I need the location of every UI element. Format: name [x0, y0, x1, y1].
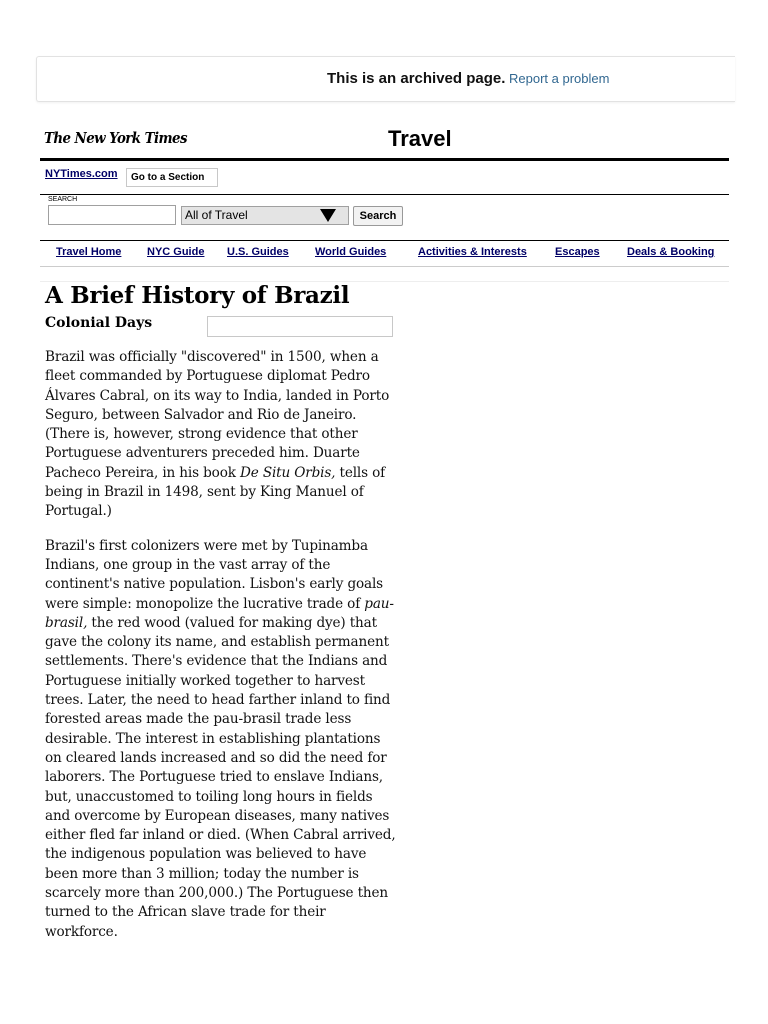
search-label: SEARCH — [48, 196, 78, 203]
ad-placeholder — [207, 316, 393, 337]
paragraph-text: the red wood (valued for making dye) that gave the colony its name, and establish permanent settlements. There's evidence that the Indians and Portuguese initially worked together to harvest trees. Later, the need to head farther inland to find forested areas made the pau-brasil trade less desirable. The interest in establishing plantations on cleared lands increased and so did the need for laborers. The Portuguese tried to enslave Indians, but, unaccustomed to toiling long hours in fields and overcome by European diseases, many natives either fled far inland or died. (When Cabral arrived, the indigenous population was believed to have been more than 3 million; today the number is scarcely more than 200,000.) The Portuguese then turned to the African slave trade for their workforce. — [45, 614, 396, 940]
divider — [40, 194, 729, 195]
search-scope-select[interactable] — [181, 206, 349, 225]
nav-world-guides[interactable]: World Guides — [315, 246, 387, 258]
report-problem-link[interactable]: Report a problem — [509, 71, 610, 86]
nyt-logo[interactable]: The New York Times — [44, 130, 187, 147]
masthead-divider — [40, 158, 729, 161]
article-subhead: Colonial Days — [45, 315, 153, 331]
nytimes-home-link[interactable]: NYTimes.com — [45, 168, 118, 180]
archive-notice: This is an archived page. — [327, 70, 506, 87]
nav-us-guides[interactable]: U.S. Guides — [227, 246, 289, 258]
article-paragraph — [45, 537, 397, 942]
article-headline: A Brief History of Brazil — [45, 282, 350, 309]
nav-travel-home[interactable]: Travel Home — [56, 246, 122, 258]
article-paragraph — [45, 348, 397, 522]
nav-nyc-guide[interactable]: NYC Guide — [147, 246, 205, 258]
search-scope-value: All of Travel — [185, 208, 248, 222]
nav-deals-booking[interactable]: Deals & Booking — [627, 246, 715, 258]
archive-banner — [36, 56, 735, 102]
paragraph-text: tells of being in Brazil in 1498, sent by King Manuel of Portugal.) — [45, 464, 386, 520]
nav-escapes[interactable]: Escapes — [555, 246, 600, 258]
go-to-section-select[interactable]: Go to a Section — [126, 168, 218, 187]
paragraph-text: Brazil's first colonizers were met by Tupinamba Indians, one group in the vast array of the continent's native population. Lisbon's early goals were simple: monopolize the lucrative trade of — [45, 537, 384, 612]
section-title: Travel — [388, 126, 452, 151]
divider — [40, 240, 729, 241]
divider — [40, 266, 729, 267]
search-button[interactable]: Search — [353, 206, 403, 226]
dropdown-arrow-icon — [320, 209, 336, 222]
term-emphasis: pau-brasil, — [45, 595, 394, 631]
nav-activities-interests[interactable]: Activities & Interests — [418, 246, 527, 258]
article-body — [45, 348, 397, 957]
search-input[interactable] — [48, 205, 176, 225]
paragraph-text: Brazil was officially "discovered" in 1500, when a fleet commanded by Portuguese diplomat Pedro Álvares Cabral, on its way to India, landed in Porto Seguro, between Salvador and Rio de Janeiro. (There is, however, strong evidence that other Portuguese adventurers preceded him. Duarte Pacheco Pereira, in his book — [45, 349, 390, 481]
book-title: De Situ Orbis, — [240, 464, 336, 481]
